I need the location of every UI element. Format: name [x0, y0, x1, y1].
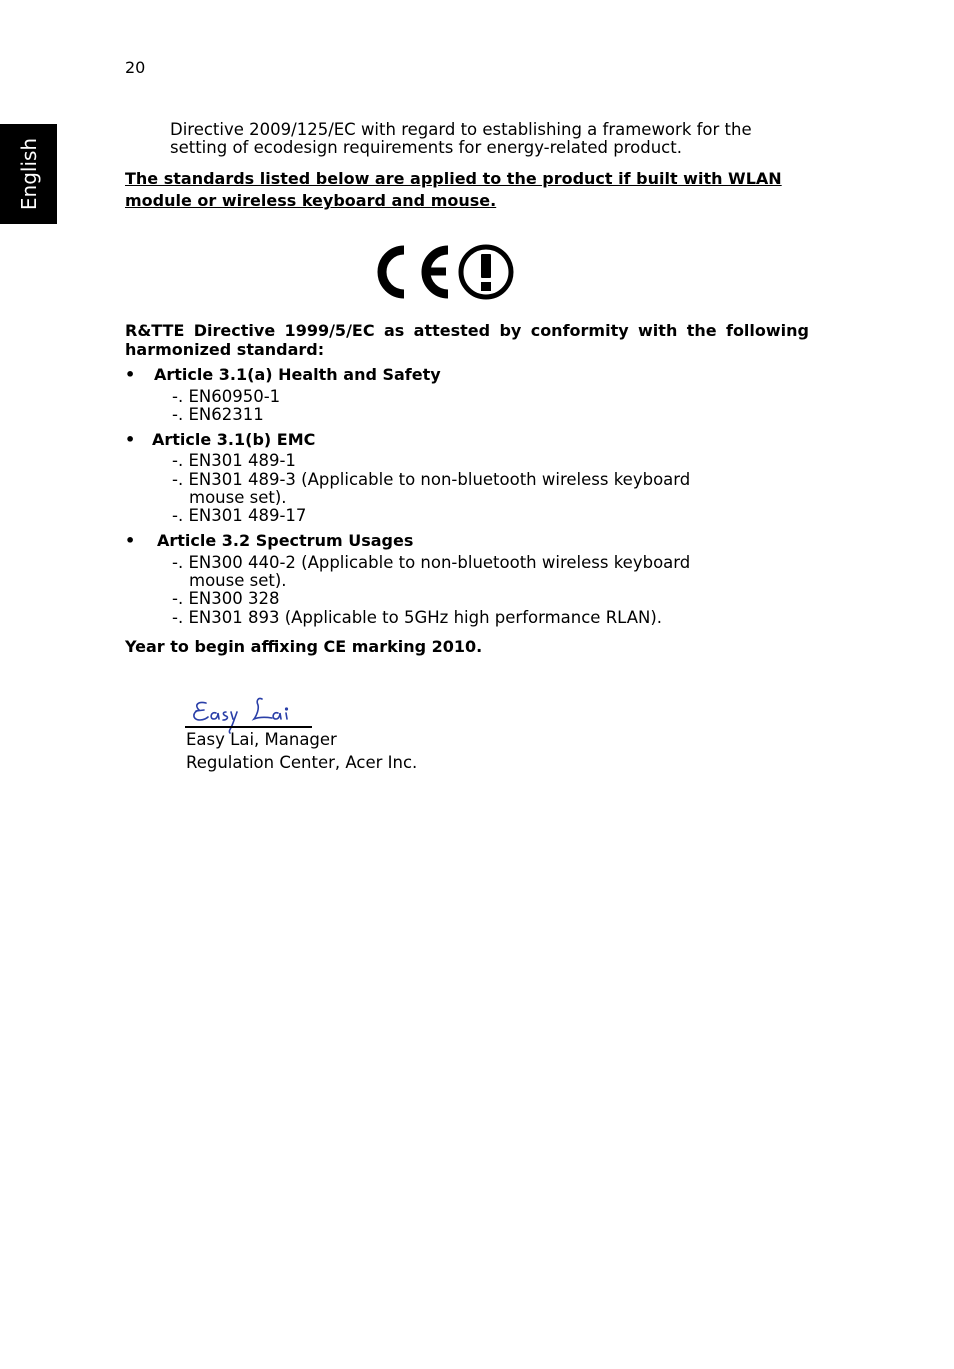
ce-mark-icon	[382, 250, 448, 294]
list-item: -. EN60950-1	[172, 387, 281, 406]
bullet-marker: •	[125, 531, 136, 550]
rtte-directive-statement: R&TTE Directive 1999/5/EC as attested by conformity with the following harmonized standard:	[125, 321, 809, 359]
article-title: Article 3.1(a) Health and Safety	[154, 365, 441, 384]
intro-line: setting of ecodesign requirements for energy-related product.	[170, 138, 682, 157]
language-tab-label: English	[16, 137, 41, 211]
list-item: -. EN62311	[172, 405, 264, 424]
list-item: -. EN301 489-1	[172, 451, 296, 470]
list-item: -. EN300 328	[172, 589, 280, 608]
list-item: -. EN300 440-2 (Applicable to non-bluetooth wireless keyboard	[172, 553, 691, 572]
list-item: -. EN301 489-17	[172, 506, 307, 525]
bullet-marker: •	[125, 365, 136, 384]
page-number: 20	[125, 58, 146, 77]
notice-line: The standards listed below are applied to the product if built with WLAN	[125, 169, 782, 188]
conformity-marks	[372, 242, 518, 308]
intro-paragraph	[170, 121, 810, 157]
ce-marking-year-statement: Year to begin affixing CE marking 2010.	[125, 637, 483, 656]
ce-alert-marks	[372, 242, 518, 304]
list-item-continuation: mouse set).	[189, 571, 287, 590]
notice-line: module or wireless keyboard and mouse.	[125, 191, 497, 210]
standards-notice	[125, 168, 785, 212]
intro-line: Directive 2009/125/EC with regard to establishing a framework for the	[170, 120, 752, 139]
signer-name-title: Easy Lai, Manager	[186, 730, 337, 749]
signer-organization: Regulation Center, Acer Inc.	[186, 753, 418, 772]
list-item: -. EN301 489-3 (Applicable to non-bluetooth wireless keyboard	[172, 470, 691, 489]
language-tab	[0, 124, 57, 224]
article-title: Article 3.2 Spectrum Usages	[157, 531, 414, 550]
article-title: Article 3.1(b) EMC	[152, 430, 316, 449]
bullet-marker: •	[125, 430, 136, 449]
signer-block	[186, 728, 417, 774]
alert-circle-icon	[461, 247, 511, 297]
list-item-continuation: mouse set).	[189, 488, 287, 507]
list-item: -. EN301 893 (Applicable to 5GHz high performance RLAN).	[172, 608, 663, 627]
